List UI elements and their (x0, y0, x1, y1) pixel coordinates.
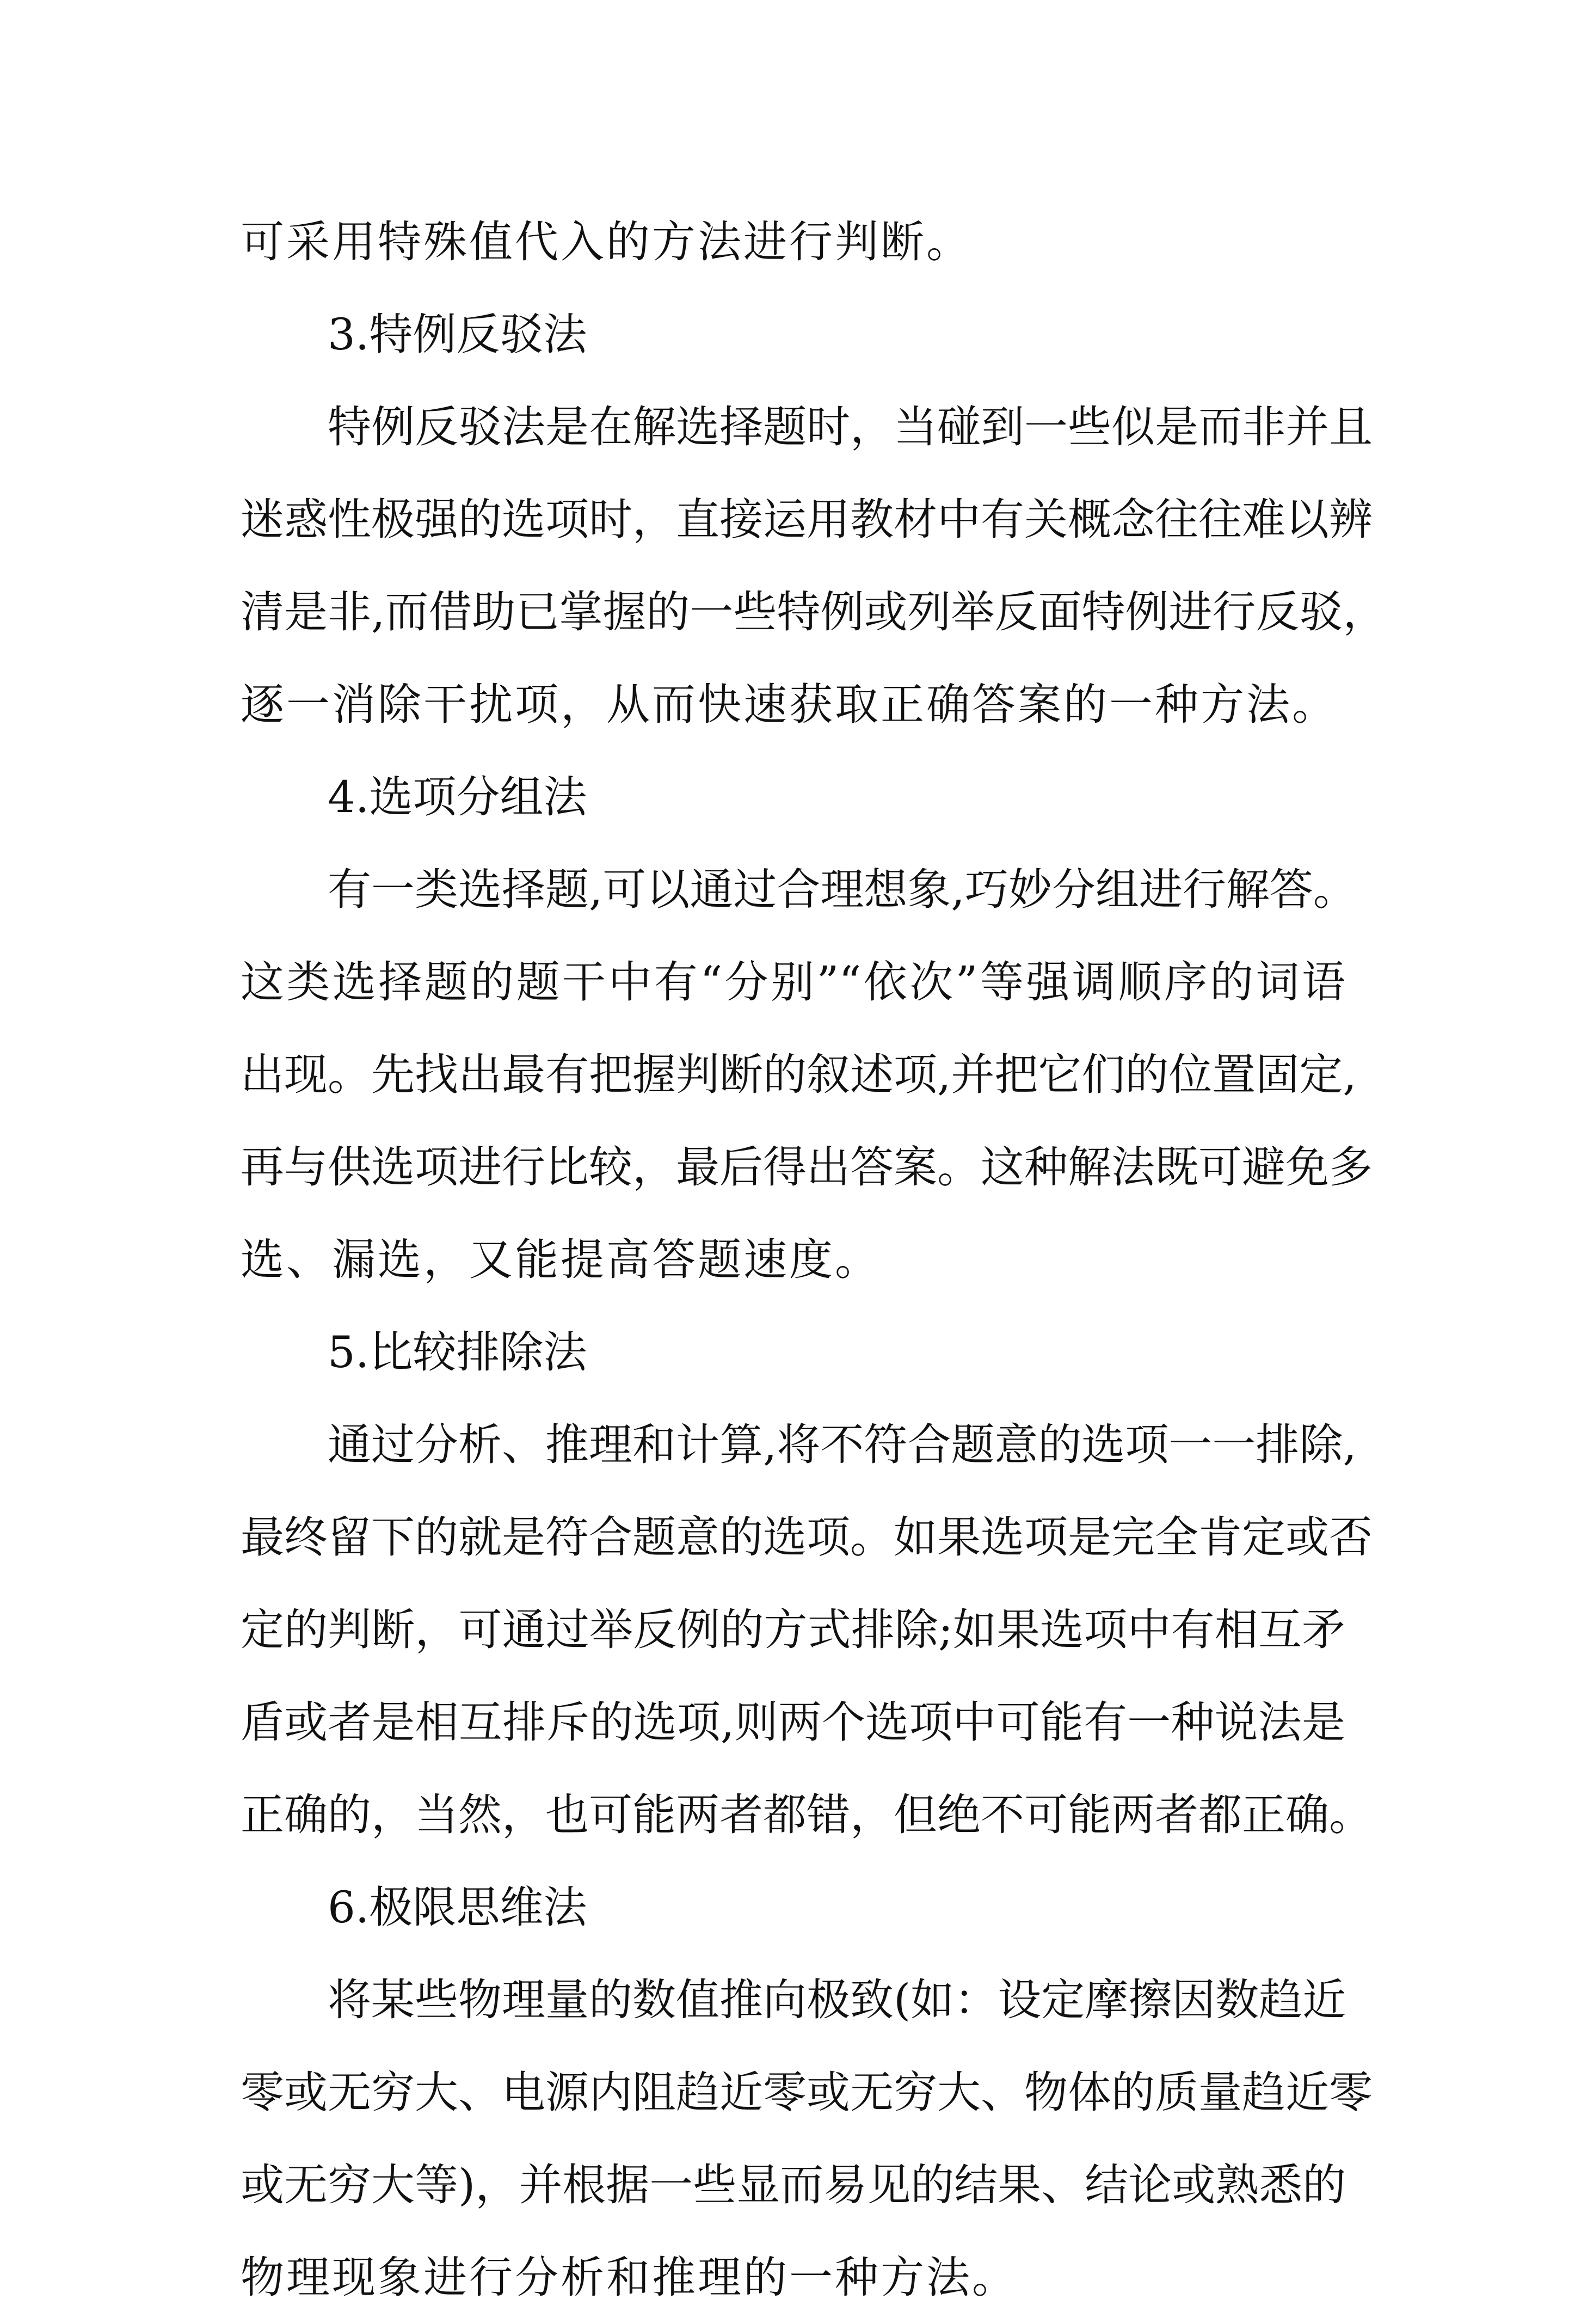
paragraph-line: 再与供选项进行比较，最后得出答案。这种解法既可避免多 (241, 1142, 1373, 1192)
paragraph-line: 选、漏选，又能提高答题速度。 (241, 1234, 881, 1285)
paragraph-line: 特例反驳法是在解选择题时，当碰到一些似是而非并且 (328, 402, 1373, 452)
section-heading-special-case-rebuttal: 3.特例反驳法 (328, 309, 587, 360)
paragraph-line: 正确的，当然，也可能两者都错，但绝不可能两者都正确。 (241, 1790, 1373, 1840)
section-heading-option-grouping: 4.选项分组法 (328, 772, 587, 822)
paragraph-line: 零或无穷大、电源内阻趋近零或无穷大、物体的质量趋近零 (241, 2067, 1373, 2118)
paragraph-line: 最终留下的就是符合题意的选项。如果选项是完全肯定或否 (241, 1512, 1373, 1563)
paragraph-line: 这类选择题的题干中有“分别”“依次”等强调顺序的词语 (241, 957, 1345, 1007)
paragraph-line: 可采用特殊值代入的方法进行判断。 (241, 217, 972, 267)
paragraph-line: 定的判断，可通过举反例的方式排除;如果选项中有相互矛 (241, 1604, 1345, 1655)
paragraph-line: 物理现象进行分析和推理的一种方法。 (241, 2252, 1018, 2303)
paragraph-line: 清是非,而借助已掌握的一些特例或列举反面特例进行反驳， (241, 587, 1387, 637)
paragraph-line: 或无穷大等)，并根据一些显而易见的结果、结论或熟悉的 (241, 2160, 1346, 2210)
paragraph-line: 盾或者是相互排斥的选项,则两个选项中可能有一种说法是 (241, 1697, 1345, 1748)
paragraph-line: 有一类选择题,可以通过合理想象,巧妙分组进行解答。 (328, 864, 1357, 915)
paragraph-line: 将某些物理量的数值推向极致(如：设定摩擦因数趋近 (328, 1975, 1346, 2025)
section-heading-limit-thinking: 6.极限思维法 (328, 1882, 587, 1933)
document-body (241, 196, 1387, 2324)
paragraph-line: 迷惑性极强的选项时，直接运用教材中有关概念往往难以辨 (241, 494, 1373, 545)
paragraph-line: 出现。先找出最有把握判断的叙述项,并把它们的位置固定, (241, 1049, 1357, 1100)
section-heading-comparison-elimination: 5.比较排除法 (328, 1327, 587, 1378)
paragraph-line: 通过分析、推理和计算,将不符合题意的选项一一排除, (328, 1419, 1357, 1470)
paragraph-line: 逐一消除干扰项，从而快速获取正确答案的一种方法。 (241, 679, 1338, 730)
